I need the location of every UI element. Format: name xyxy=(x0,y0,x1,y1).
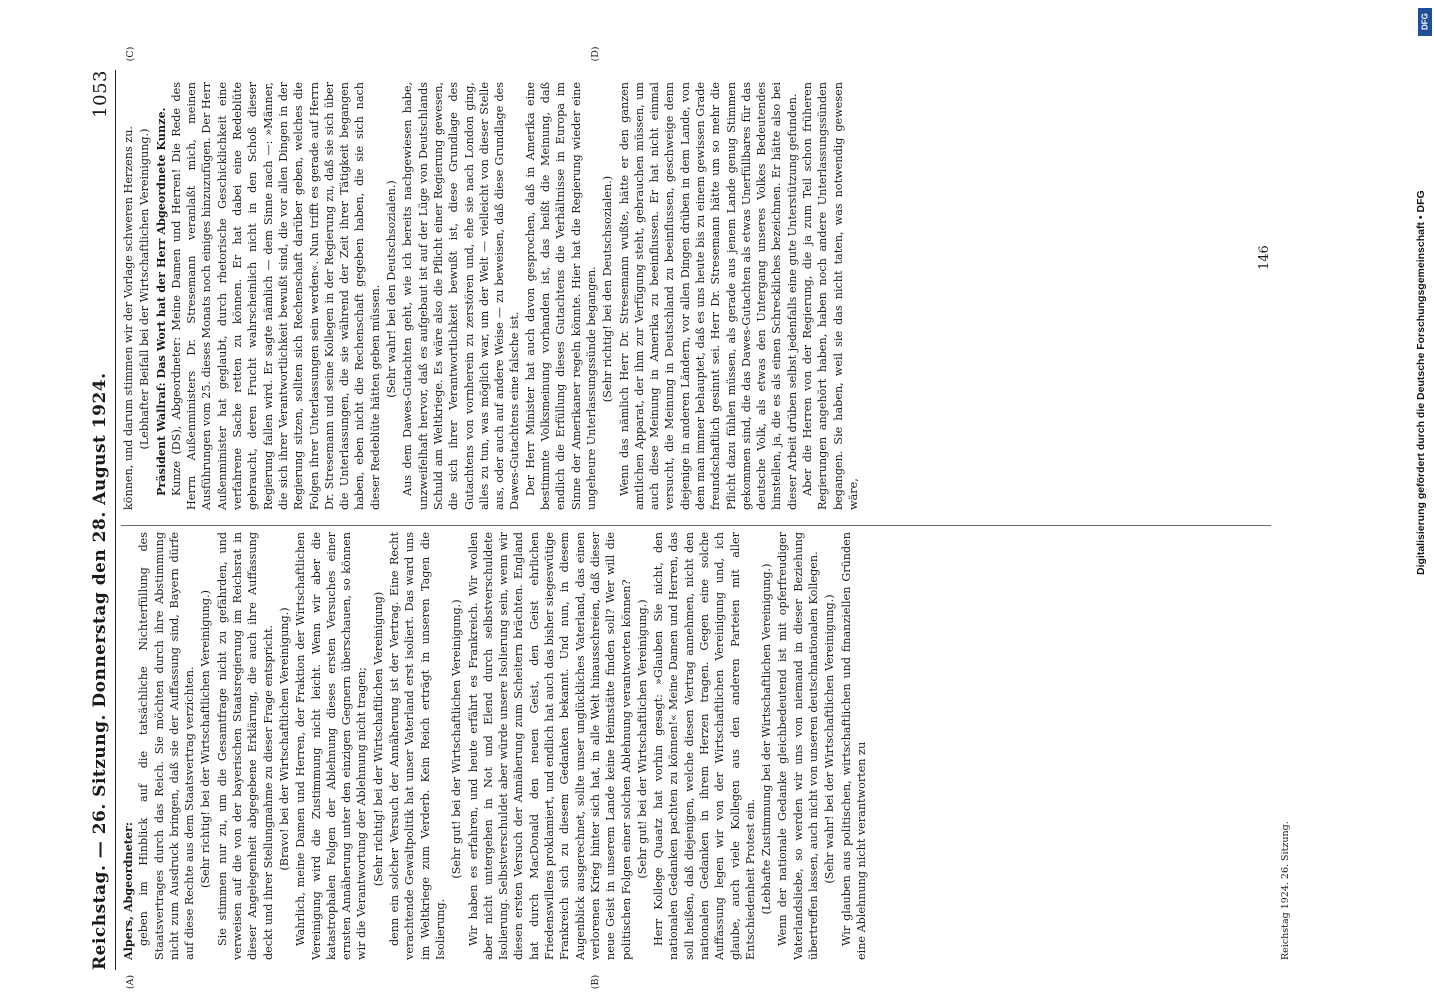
interjection: (Sehr wahr! bei der Wirtschaftlichen Vereinigung.) xyxy=(823,594,837,884)
paragraph: Wir glauben aus politischen, wirtschaftlichen und finanziellen Gründen eine Ablehnung nicht verantworten zu xyxy=(839,532,868,960)
dfg-logo: DFG xyxy=(1418,8,1432,36)
interjection: (Bravo! bei der Wirtschaftlichen Vereinigung.) xyxy=(277,607,291,871)
margin-marker-d: (D) xyxy=(590,46,601,62)
paragraph: Sie stimmen nur zu, um die Gesamtfrage nicht zu gefährden, und verweisen auf die von der bayerischen Staatsregierung im Reichsrat in dieser Angelegenheit abgegebene Erklärung, die auch ihre Auffassung deckt und ihrer Stellungnahme zu dieser Frage entspricht. xyxy=(215,532,275,960)
margin-marker-a: (A) xyxy=(125,974,136,990)
interjection: (Sehr richtig! bei den Deutschsozialen.) xyxy=(601,175,615,403)
president-remark: Präsident Wallraf: Das Wort hat der Herr Abgeordnete Kunze. xyxy=(153,107,168,496)
interjection: (Sehr gut! bei der Wirtschaftlichen Vereinigung.) xyxy=(450,599,464,879)
paragraph: Der Herr Minister hat auch davon gesprochen, daß in Amerika eine bestimmte Volksmeinung vorhanden ist, das heißt die Meinung, daß endlich die Erfüllung dieses Gutachtens die Verhältnisse in Europa im Sinne der Amerikaner regeln könnte. Hier hat die Regierung wieder eine ungeheure Unterlassungssünde begangen. xyxy=(523,82,598,510)
interjection: (Lebhafte Zustimmung bei der Wirtschaftlichen Vereinigung.) xyxy=(760,563,774,915)
paragraph: geben im Hinblick auf die tatsächliche Nichterfüllung des Staatsvertrages durch das Reich. Sie möchten durch ihre Abstimmung nicht zum Ausdruck bringen, daß sie der Auffassung sind, Bayern dürfe auf diese Rechte aus dem Staatsvertrag verzichten. xyxy=(137,532,197,960)
header-rule xyxy=(115,70,116,970)
rotated-document xyxy=(85,46,1325,990)
footer-session: Reichstag 1924. 26. Sitzung. xyxy=(1280,821,1291,960)
paragraph: Aber die Herren von der Regierung, die ja zum Teil schon früheren Regierungen angehört haben, haben noch andere Unterlassungssünden begangen. Sie haben, weil sie das nicht taten, was notwendig gewesen wäre, xyxy=(801,82,860,510)
page-number: 1053 xyxy=(89,70,111,118)
footer-signature: 146 xyxy=(1257,245,1272,270)
paragraph: Kunze (DS), Abgeordneter: Meine Damen und Herren! Die Rede des Herrn Außenministers Dr. Stresemann veranlaßt mich, meinen Ausführungen vom 25. dieses Monats noch einiges hinzuzufügen. Der Herr Außenminister hat geglaubt, durch rhetorische Geschicklichkeit eine verfahrene Sache retten zu können. Er hat dabei eine Redeblüte gebraucht, deren Frucht wahrscheinlich nicht in den Schoß dieser Regierung fallen wird. Er sagte nämlich — dem Sinne nach —: »Männer, die sich ihrer Verantwortlichkeit bewußt sind, die vor allen Dingen in der Regierung sitzen, sollten sich Rechenschaft darüber geben, welches die Folgen ihrer Unterlassungen sein werden«. Nun trifft es gerade auf Herrn Dr. Stresemann und seine Kollegen in der Regierung zu, daß sie sich über die Unterlassungen, die sie während der Zeit ihrer Tätigkeit begangen haben, eben nicht die Rechenschaft gegeben haben, die sie sich nach dieser Redeblüte hätten geben müssen. xyxy=(169,82,382,510)
interjection: (Sehr richtig! bei der Wirtschaftlichen Vereinigung) xyxy=(371,591,385,887)
column-separator xyxy=(121,525,1271,526)
left-column xyxy=(121,532,869,960)
header-title: Reichstag. — 26. Sitzung. Donnerstag den 28. August 1924. xyxy=(90,372,110,970)
paragraph: Aus dem Dawes-Gutachten geht, wie ich bereits nachgewiesen habe, unzweifelhaft hervor, daß es aufgebaut ist auf der Lüge von Deutschlands Schuld am Weltkriege. Es wäre also die Pflicht einer Regierung gewesen, die sich ihrer Verantwortlichkeit bewußt ist, diese Grundlage des Gutachtens von vornherein zu zerstören und, ehe sie nach London ging, alles zu tun, was möglich war, um der Welt — vielleicht von dieser Stelle aus, oder auch auf andere Weise — zu beweisen, daß diese Grundlage des Dawes-Gutachtens eine falsche ist. xyxy=(401,82,522,510)
paragraph: können, und darum stimmen wir der Vorlage schweren Herzens zu. xyxy=(122,126,135,510)
paragraph: denn ein solcher Versuch der Annäherung ist der Vertrag. Eine Recht verachtende Gewaltpolitik hat unser Vaterland erst isoliert. Das ward uns im Weltkriege zum Verderb. Kein Reich erträgt in unseren Tagen die Isolierung. xyxy=(388,532,447,960)
paragraph: Wir haben es erfahren, und heute erfährt es Frankreich. Wir wollen aber nicht untergehen in Not und Elend durch selbstverschuldete Isolierung. Selbstverschuldet aber würde unsere Isolierung sein, wenn wir diesen ersten Versuch der Annäherung zum Scheitern brächten. England hat durch MacDonald den neuen Geist, den Geist ehrlichen Friedenswillens proklamiert, und endlich hat auch das bisher siegeswütige Frankreich sich zu diesem Gedanken bekannt. Und nun, in diesem Augenblick ausgerechnet, sollte unser unglückliches Vaterland, das einen verlorenen Krieg hinter sich hat, in alle Welt hinausschreien, daß dieser neue Geist in unserem Lande keine Heimstätte finden soll? Wer will die politischen Folgen einer solchen Ablehnung verantworten können? xyxy=(466,532,633,960)
paragraph: Wahrlich, meine Damen und Herren, der Fraktion der Wirtschaftlichen Vereinigung wird die Zustimmung nicht leicht. Wenn wir aber die katastrophalen Folgen der Ablehnung dieses ersten Versuches einer ernsten Annäherung unter den einzigen Gegnern überschauen, so können wir die Verantwortung der Ablehnung nicht tragen; xyxy=(294,532,369,960)
page-header xyxy=(85,70,115,970)
speaker-label: Alpers, Abgeordneter: xyxy=(121,821,135,960)
scanned-page xyxy=(85,46,1405,990)
interjection: (Lebhafter Beifall bei der Wirtschaftlichen Vereinigung.) xyxy=(138,128,152,450)
credit-text: Digitalisierung gefördert durch die Deutsche Forschungsgemeinschaft • DFG xyxy=(1415,190,1427,575)
interjection: (Sehr gut! bei der Wirtschaftlichen Vereinigung.) xyxy=(635,599,649,879)
right-column xyxy=(121,82,861,510)
margin-marker-b: (B) xyxy=(590,974,601,990)
paragraph: Herr Kollege Quaatz hat vorhin gesagt: »Glauben Sie nicht, den nationalen Gedanken pachten zu können!« Meine Damen und Herren, das soll heißen, daß diejenigen, welche diesen Vertrag annehmen, nicht den nationalen Gedanken in ihrem Herzen tragen. Gegen eine solche Auffassung legen wir von der Wirtschaftlichen Vereinigung und, ich glaube, auch viele Kollegen aus den anderen Parteien mit aller Entschiedenheit Protest ein. xyxy=(652,532,757,960)
margin-marker-c: (C) xyxy=(125,46,136,62)
interjection: (Sehr richtig! bei der Wirtschaftlichen Vereinigung.) xyxy=(199,590,213,888)
interjection: (Sehr wahr! bei den Deutschsozialen.) xyxy=(385,180,399,398)
digitization-credit xyxy=(1415,5,1431,995)
paragraph: Wenn der nationale Gedanke gleichbedeutend ist mit opferfreudiger Vaterlandsliebe, so werden wir uns von niemand in dieser Beziehung übertreffen lassen, auch nicht von unseren deutschnationalen Kollegen. xyxy=(776,532,821,960)
paragraph: Wenn das nämlich Herr Dr. Stresemann wußte, hätte er den ganzen amtlichen Apparat, der ihm zur Verfügung steht, gebrauchen müssen, um auch diese Meinung in Amerika zu beeinflussen. Er hat nicht einmal versucht, die Meinung in Deutschland zu beeinflussen, geschweige denn diejenige in anderen Ländern, vor allen Dingen drüben in dem Lande, von dem man immer behauptet, daß es uns heute bis zu einem gewissen Grade freundschaftlich gesinnt sei. Herr Dr. Stresemann hätte um so mehr die Pflicht dazu fühlen müssen, als gerade aus jenem Lande genug Stimmen gekommen sind, die das Dawes-Gutachten als etwas Unerfüllbares für das deutsche Volk, als etwas den Untergang unseres Volkes Bedeutendes hinstellen, ja, die es als einen Schreckliches bezeichnen. Er hätte also bei dieser Arbeit drüben selbst jedenfalls eine gute Unterstützung gefunden. xyxy=(617,82,799,510)
